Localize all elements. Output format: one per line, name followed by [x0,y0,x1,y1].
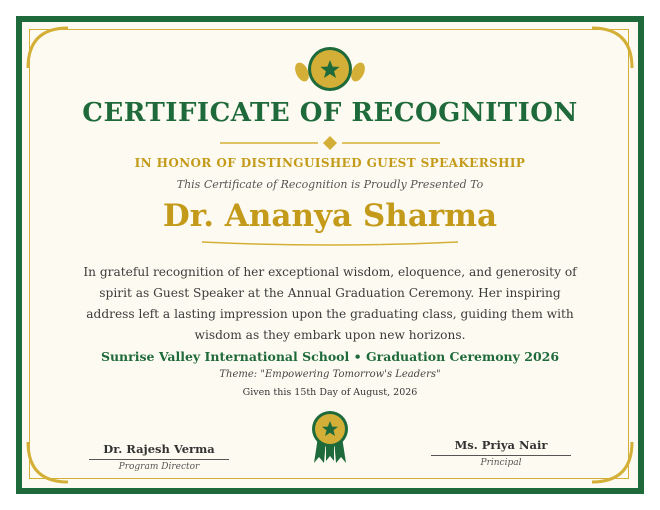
signature-block-left [89,442,229,472]
top-left-corner-ornament [24,24,74,74]
top-right-corner-ornament [586,24,636,74]
signatory-role: Program Director [118,462,200,472]
signatory-name: Dr. Rajesh Verma [89,442,229,460]
signatory-role: Principal [480,458,522,468]
presented-to-line: This Certificate of Recognition is Proudly Presented To [176,178,484,191]
bottom-right-corner-ornament [586,436,636,486]
signatory-name: Ms. Priya Nair [431,438,571,456]
star-medallion-icon [290,46,370,92]
date-line: Given this 15th Day of August, 2026 [242,387,418,398]
certificate-subtitle: IN HONOR OF DISTINGUISHED GUEST SPEAKERSHIP [134,156,526,170]
recognition-body-text: In grateful recognition of her exceptional wisdom, eloquence, and generosity of spirit as Guest Speaker at the Annual Graduation Ceremony. Her inspiring address left a lasting impression upon the graduating class, guiding them with wisdom as they embark upon new horizons. [83,265,577,342]
diamond-divider-icon [210,134,450,152]
name-underline [200,238,460,248]
signature-block-right [431,438,571,468]
star-ribbon-seal-icon [308,409,352,465]
theme-line: Theme: "Empowering Tomorrow's Leaders" [219,369,441,380]
certificate-title: CERTIFICATE OF RECOGNITION [82,98,578,128]
recipient-name: Dr. Ananya Sharma [162,198,498,234]
event-line: Sunrise Valley International School • Graduation Ceremony 2026 [100,349,560,364]
bottom-left-corner-ornament [24,436,74,486]
